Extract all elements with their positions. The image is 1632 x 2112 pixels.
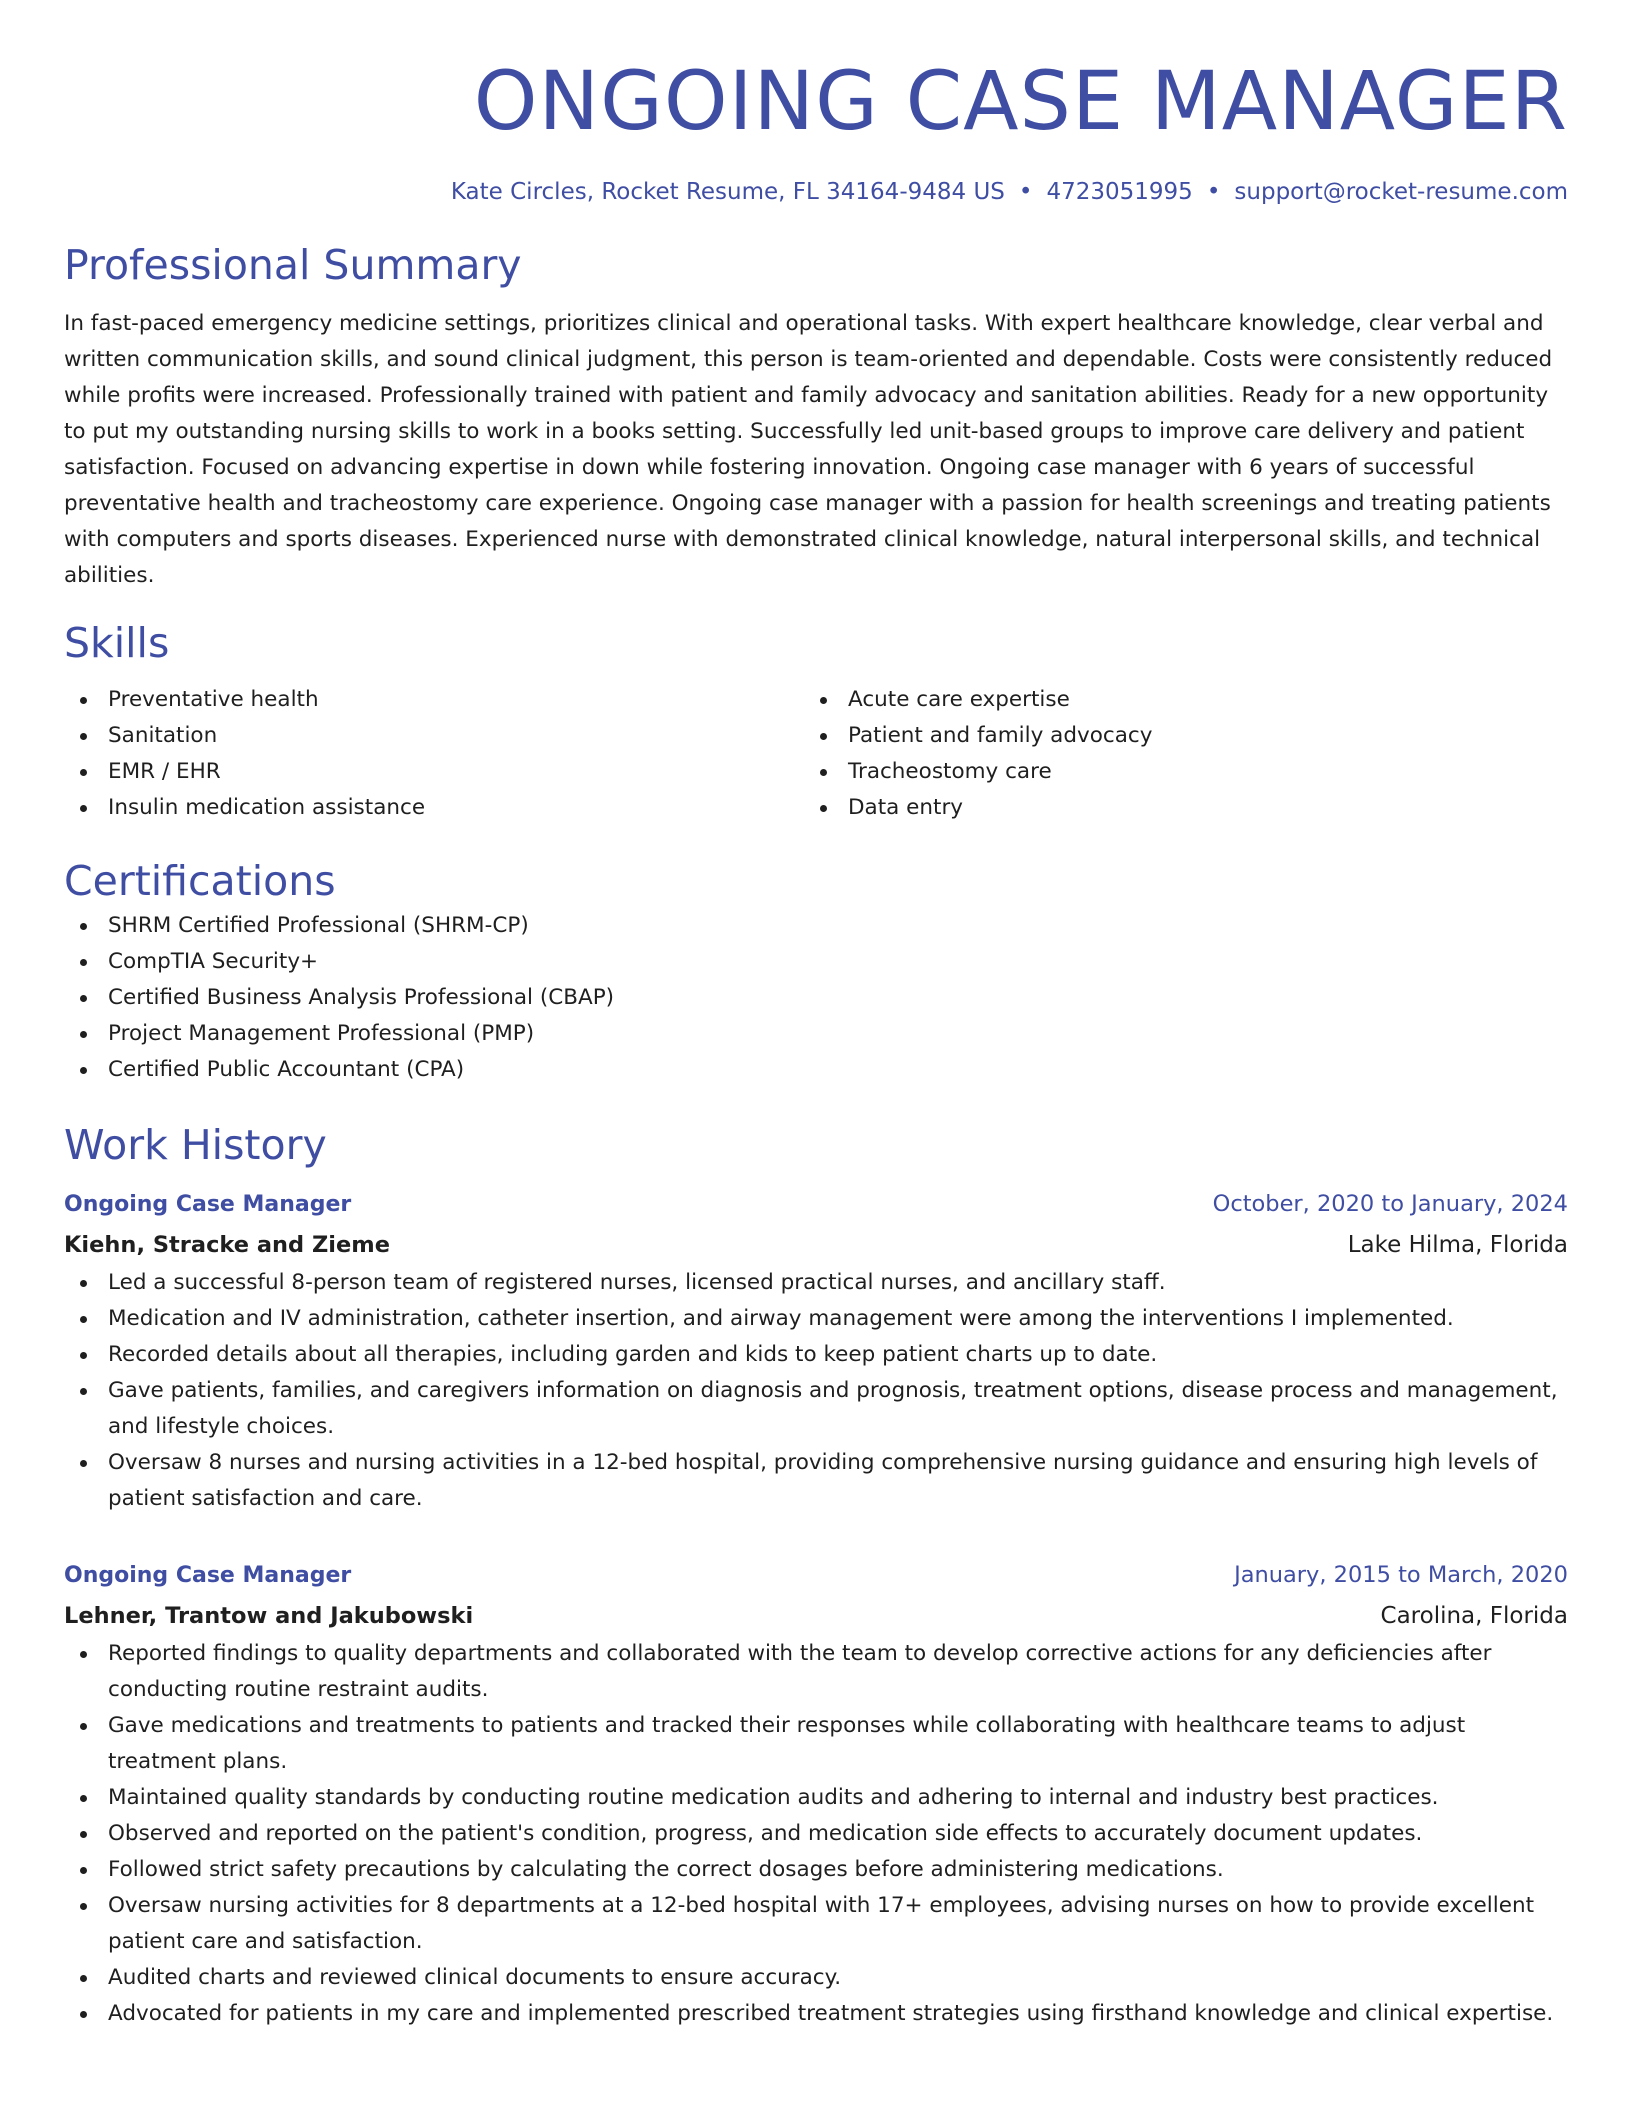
contact-separator: • (1018, 179, 1033, 205)
certification-item: SHRM Certified Professional (SHRM-CP) (64, 908, 1568, 944)
work-history-heading: Work History (64, 1121, 327, 1169)
job-title: Ongoing Case Manager (64, 1192, 352, 1217)
skills-list-left (64, 682, 804, 826)
skill-item: Patient and family advocacy (804, 718, 1564, 754)
skills-grid (64, 682, 1568, 826)
contact-address: Kate Circles, Rocket Resume, FL 34164-9484 US (450, 179, 1005, 205)
resume-name: ONGOING CASE MANAGER (473, 55, 1568, 149)
contact-line (64, 176, 1568, 208)
contact-separator: • (1206, 179, 1221, 205)
skill-item: Sanitation (64, 718, 804, 754)
job-bullet: Gave medications and treatments to patients and tracked their responses while collaborating with healthcare teams to adjust treatment plans. (64, 1708, 1568, 1780)
certification-item: Certified Public Accountant (CPA) (64, 1052, 1568, 1088)
skills-list-right (804, 682, 1564, 826)
job-entry (64, 1555, 1568, 2032)
certifications-heading: Certifications (64, 857, 336, 905)
contact-email: support@rocket-resume.com (1234, 179, 1568, 205)
skill-item: Data entry (804, 790, 1564, 826)
job-dates: October, 2020 to January, 2024 (1212, 1191, 1568, 1217)
skill-item: Insulin medication assistance (64, 790, 804, 826)
job-header-row (64, 1184, 1568, 1225)
job-entry (64, 1184, 1568, 1517)
job-bullet: Recorded details about all therapies, including garden and kids to keep patient charts up to date. (64, 1337, 1568, 1373)
summary-text: In fast-paced emergency medicine settings, prioritizes clinical and operational tasks. With expert healthcare knowledge, clear verbal and written communication skills, and sound clinical judgment, this person is team-oriented and dependable. Costs were consistently reduced while profits were increased. Professionally trained with patient and family advocacy and sanitation abilities. Ready for a new opportunity to put my outstanding nursing skills to work in a books setting. Successfully led unit-based groups to improve care delivery and patient satisfaction. Focused on advancing expertise in down while fostering innovation. Ongoing case manager with 6 years of successful preventative health and tracheostomy care experience. Ongoing case manager with a passion for health screenings and treating patients with computers and sports diseases. Experienced nurse with demonstrated clinical knowledge, natural interpersonal skills, and technical abilities. (64, 311, 1553, 588)
certifications-list (64, 908, 1568, 1088)
job-bullet: Audited charts and reviewed clinical documents to ensure accuracy. (64, 1960, 1568, 1996)
certification-item: Certified Business Analysis Professional (CBAP) (64, 980, 1568, 1016)
job-bullet: Advocated for patients in my care and implemented prescribed treatment strategies using firsthand knowledge and clinical expertise. (64, 1996, 1568, 2032)
certification-item: Project Management Professional (PMP) (64, 1016, 1568, 1052)
job-dates: January, 2015 to March, 2020 (1234, 1562, 1568, 1588)
job-bullet: Gave patients, families, and caregivers information on diagnosis and prognosis, treatment options, disease process and management, and lifestyle choices. (64, 1373, 1568, 1445)
skill-item: Tracheostomy care (804, 754, 1564, 790)
job-location: Lake Hilma, Florida (1347, 1232, 1568, 1258)
job-company-row (64, 1225, 1568, 1265)
job-bullet: Medication and IV administration, catheter insertion, and airway management were among the interventions I implemented. (64, 1301, 1568, 1337)
skills-heading: Skills (64, 619, 170, 667)
job-company: Kiehn, Stracke and Zieme (64, 1232, 390, 1258)
contact-phone: 4723051995 (1046, 179, 1193, 205)
job-bullet: Led a successful 8-person team of registered nurses, licensed practical nurses, and ancillary staff. (64, 1265, 1568, 1301)
job-bullets (64, 1265, 1568, 1517)
job-location: Carolina, Florida (1380, 1603, 1568, 1629)
job-bullet: Followed strict safety precautions by calculating the correct dosages before administering medications. (64, 1852, 1568, 1888)
certification-item: CompTIA Security+ (64, 944, 1568, 980)
job-bullet: Oversaw 8 nurses and nursing activities in a 12-bed hospital, providing comprehensive nursing guidance and ensuring high levels of patient satisfaction and care. (64, 1445, 1568, 1517)
job-bullet: Observed and reported on the patient's condition, progress, and medication side effects to accurately document updates. (64, 1816, 1568, 1852)
skill-item: Acute care expertise (804, 682, 1564, 718)
skill-item: EMR / EHR (64, 754, 804, 790)
job-header-row (64, 1555, 1568, 1596)
job-bullet: Maintained quality standards by conducting routine medication audits and adhering to internal and industry best practices. (64, 1780, 1568, 1816)
job-company-row (64, 1596, 1568, 1636)
job-bullets (64, 1636, 1568, 2032)
job-title: Ongoing Case Manager (64, 1563, 352, 1588)
job-company: Lehner, Trantow and Jakubowski (64, 1603, 474, 1629)
job-bullet: Oversaw nursing activities for 8 departments at a 12-bed hospital with 17+ employees, advising nurses on how to provide excellent patient care and satisfaction. (64, 1888, 1568, 1960)
job-bullet: Reported findings to quality departments and collaborated with the team to develop corrective actions for any deficiencies after conducting routine restraint audits. (64, 1636, 1568, 1708)
skill-item: Preventative health (64, 682, 804, 718)
summary-heading: Professional Summary (64, 241, 522, 289)
